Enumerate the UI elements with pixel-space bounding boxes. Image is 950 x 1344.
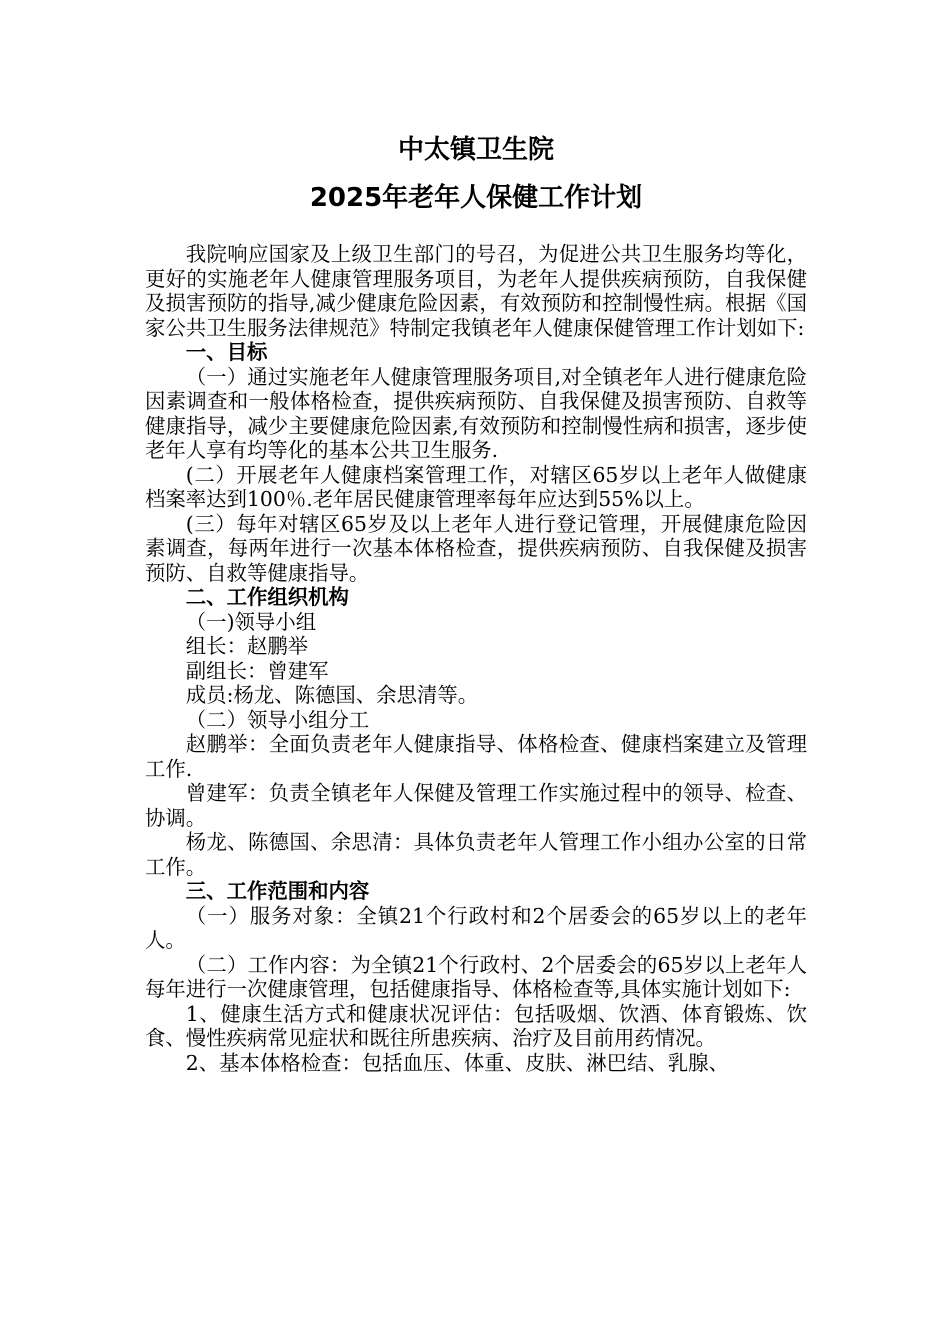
section-heading-scope: 三、工作范围和内容	[185, 879, 370, 903]
paragraph-service-targets: （一）服务对象：全镇21个行政村和2个居委会的65岁以上的老年人。	[145, 903, 807, 952]
paragraph-goal-3: (三）每年对辖区65岁及以上老年人进行登记管理，开展健康危险因素调查，每两年进行一次基本体格检查，提供疾病预防、自我保健及损害预防、自救等健康指导。	[145, 511, 807, 585]
document-title-line2: 2025年老年人保健工作计划	[309, 183, 643, 213]
paragraph-item-2: 2、基本体格检查：包括血压、体重、皮肤、淋巴结、乳腺、	[185, 1050, 729, 1075]
paragraph-goal-2: (二）开展老年人健康档案管理工作，对辖区65岁以上老年人做健康档案率达到100％.老年居民健康管理率每年应达到55%以上。	[145, 462, 807, 511]
paragraph-goal-1: （一）通过实施老年人健康管理服务项目,对全镇老年人进行健康危险因素调查和一般体格检查，提供疾病预防、自我保健及损害预防、自救等健康指导，减少主要健康危险因素,有效预防和控制慢性病和损害，逐步使老年人享有均等化的基本公共卫生服务.	[145, 364, 807, 462]
paragraph-duty-office: 杨龙、陈德国、余思清：具体负责老年人管理工作小组办公室的日常工作。	[145, 830, 807, 879]
section-heading-organization: 二、工作组织机构	[185, 585, 349, 609]
paragraph-item-1: 1、健康生活方式和健康状况评估：包括吸烟、饮酒、体育锻炼、饮食、慢性疾病常见症状和既往所患疾病、治疗及目前用药情况。	[145, 1001, 807, 1050]
section-heading-goals: 一、目标	[185, 340, 268, 364]
paragraph-deputy-leader: 副组长：曾建军	[185, 658, 329, 683]
paragraph-group-leader: 组长：赵鹏举	[185, 634, 309, 658]
paragraph-intro: 我院响应国家及上级卫生部门的号召，为促进公共卫生服务均等化，更好的实施老年人健康管理服务项目，为老年人提供疾病预防，自我保健及损害预防的指导,减少健康危险因素，有效预防和控制慢性病。根据《国家公共卫生服务法律规范》特制定我镇老年人健康保健管理工作计划如下:	[145, 242, 807, 340]
paragraph-duty-zeng: 曾建军：负责全镇老年人保健及管理工作实施过程中的领导、检查、协调。	[145, 781, 807, 830]
document-body	[145, 242, 807, 1075]
paragraph-division-of-labor: （二）领导小组分工	[185, 707, 370, 732]
paragraph-duty-zhao: 赵鹏举：全面负责老年人健康指导、体格检查、健康档案建立及管理工作.	[145, 732, 807, 781]
document-title-line1: 中太镇卫生院	[397, 135, 554, 165]
paragraph-work-content: （二）工作内容：为全镇21个行政村、2个居委会的65岁以上老年人每年进行一次健康管理，包括健康指导、体格检查等,具体实施计划如下:	[145, 952, 807, 1001]
paragraph-members: 成员:杨龙、陈德国、余思清等。	[185, 683, 479, 707]
document-page	[145, 128, 807, 1075]
paragraph-leading-group: （一)领导小组	[185, 609, 317, 634]
